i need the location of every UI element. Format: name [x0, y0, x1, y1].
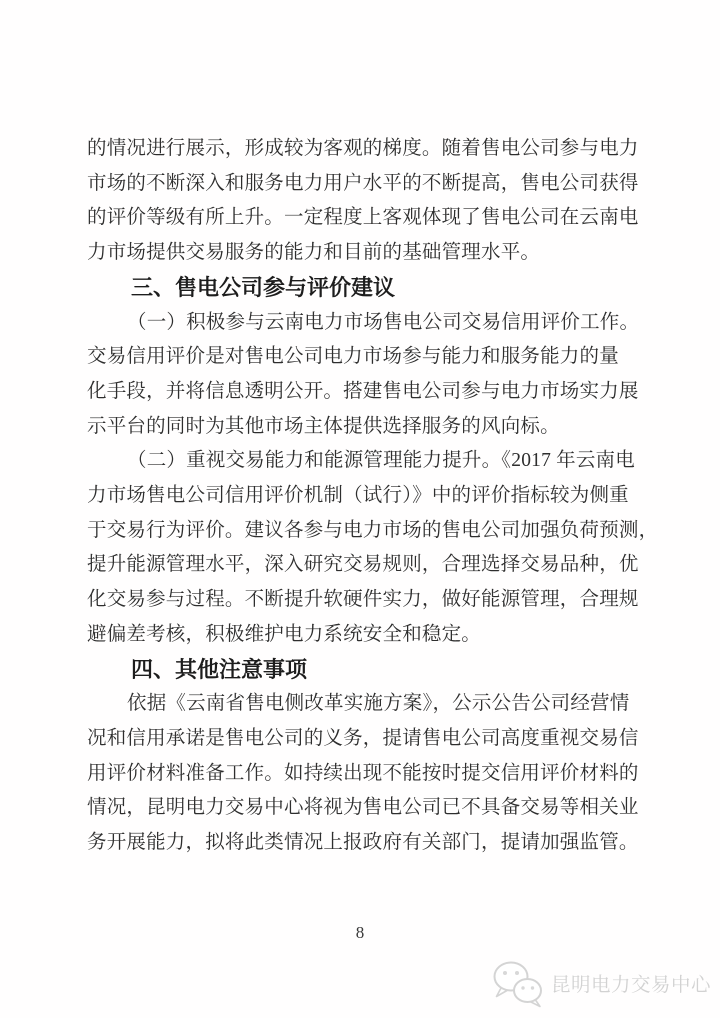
- text-line: 市场的不断深入和服务电力用户水平的不断提高，售电公司获得: [87, 172, 639, 194]
- text-line: 力市场售电公司信用评价机制（试行）》中的评价指标较为侧重: [87, 485, 629, 507]
- text-line: 于交易行为评价。建议各参与电力市场的售电公司加强负荷预测，: [87, 519, 659, 541]
- watermark: [490, 958, 711, 1008]
- document-body: [87, 132, 659, 861]
- page-number: 8: [355, 923, 365, 942]
- text-line: 的评价等级有所上升。一定程度上客观体现了售电公司在云南电: [87, 207, 639, 229]
- text-line: 化交易参与过程。不断提升软硬件实力，做好能源管理，合理规: [87, 589, 639, 611]
- text-line: （二）重视交易能力和能源管理能力提升。《2017 年云南电: [127, 450, 635, 472]
- text-line: 交易信用评价是对售电公司电力市场参与能力和服务能力的量: [87, 346, 619, 368]
- text-line: 务开展能力，拟将此类情况上报政府有关部门，提请加强监管。: [87, 832, 639, 854]
- text-line: 避偏差考核，积极维护电力系统安全和稳定。: [87, 623, 482, 645]
- text-line: 用评价材料准备工作。如持续出现不能按时提交信用评价材料的: [87, 762, 639, 784]
- text-line: 示平台的同时为其他市场主体提供选择服务的风向标。: [87, 415, 560, 437]
- text-line: 依据《云南省售电侧改革实施方案》，公示公告公司经营情: [127, 693, 630, 715]
- paragraph: [87, 132, 637, 271]
- paragraph: [87, 687, 637, 861]
- text-line: （一）积极参与云南电力市场售电公司交易信用评价工作。: [127, 311, 640, 333]
- text-line: 化手段，并将信息透明公开。搭建售电公司参与电力市场实力展: [87, 380, 639, 402]
- text-line: 力市场提供交易服务的能力和目前的基础管理水平。: [87, 242, 541, 264]
- text-line: 情况，昆明电力交易中心将视为售电公司已不具备交易等相关业: [87, 797, 639, 819]
- watermark-text: 昆明电力交易中心: [551, 974, 712, 996]
- section-heading-4: 四、其他注意事项: [131, 656, 308, 682]
- section-heading-3: 三、售电公司参与评价建议: [131, 274, 396, 300]
- text-line: 况和信用承诺是售电公司的义务，提请售电公司高度重视交易信: [87, 727, 639, 749]
- text-line: 提升能源管理水平，深入研究交易规则，合理选择交易品种，优: [87, 554, 639, 576]
- paragraph: [87, 444, 659, 652]
- paragraph: [87, 306, 640, 445]
- text-line: 的情况进行展示，形成较为客观的梯度。随着售电公司参与电力: [87, 138, 639, 159]
- wechat-icon: [490, 958, 544, 1008]
